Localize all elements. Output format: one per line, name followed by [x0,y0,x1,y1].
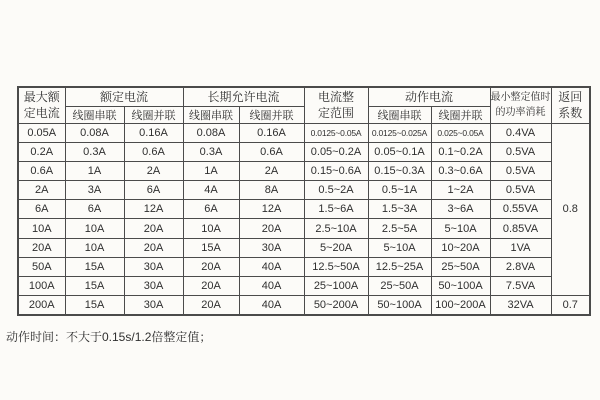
header-coil-series: 线圈串联 [65,106,124,123]
table-cell: 1.5~3A [368,200,431,219]
table-row [18,161,590,180]
table-cell: 0.15~0.3A [368,161,431,180]
header-coil-series: 线圈串联 [368,106,431,123]
table-cell: 50~100A [368,296,431,315]
table-cell: 0.3A [65,142,124,161]
table-cell: 2A [18,181,65,200]
spec-table [17,86,591,316]
table-cell: 25~50A [431,257,490,276]
table-cell: 15A [65,296,124,315]
header-row-groups [18,87,590,106]
table-cell: 25~50A [368,277,431,296]
table-cell: 0.16A [239,123,304,142]
table-cell: 10A [183,219,239,238]
table-cell: 1A [65,161,124,180]
table-cell: 0.2A [18,142,65,161]
table-cell: 12A [239,200,304,219]
table-cell: 0.5VA [490,142,551,161]
header-min-power-consumption: 最小整定值时 的功率消耗 [490,87,551,123]
header-setting-range: 电流整 定范围 [304,87,368,123]
table-cell: 0.6A [124,142,183,161]
header-rated-current: 额定电流 [65,87,183,106]
table-row [18,200,590,219]
table-cell: 7.5VA [490,277,551,296]
header-coil-series: 线圈串联 [183,106,239,123]
table-cell: 0.15~0.6A [304,161,368,180]
table-cell: 32VA [490,296,551,315]
table-cell: 0.05A [18,123,65,142]
table-cell: 2.5~5A [368,219,431,238]
table-cell: 12.5~50A [304,257,368,276]
table-cell: 8A [239,181,304,200]
table-cell: 30A [124,257,183,276]
cell-return-coefficient-upper: 0.8 [551,123,590,296]
table-row [18,238,590,257]
table-cell: 15A [183,238,239,257]
table-cell: 20A [239,219,304,238]
table-cell: 1.5~6A [304,200,368,219]
table-cell: 2.8VA [490,257,551,276]
table-cell: 20A [124,219,183,238]
table-row [18,277,590,296]
table-cell: 100~200A [431,296,490,315]
table-row [18,296,590,315]
table-cell: 3A [65,181,124,200]
table-cell: 0.05~0.2A [304,142,368,161]
table-cell: 0.55VA [490,200,551,219]
table-cell: 100A [18,277,65,296]
header-return-coefficient: 返回 系数 [551,87,590,123]
table-cell: 0.5~1A [368,181,431,200]
table-cell: 2.5~10A [304,219,368,238]
table-cell: 0.08A [183,123,239,142]
table-cell: 4A [183,181,239,200]
table-cell: 0.5~2A [304,181,368,200]
table-cell: 10A [18,219,65,238]
table-cell: 15A [65,277,124,296]
table-cell: 12.5~25A [368,257,431,276]
table-cell: 20A [124,238,183,257]
header-longterm-current: 长期允许电流 [183,87,304,106]
table-cell: 6A [183,200,239,219]
header-coil-parallel: 线圈并联 [431,106,490,123]
table-cell: 200A [18,296,65,315]
header-operating-current: 动作电流 [368,87,490,106]
table-row [18,123,590,142]
table-cell: 10~20A [431,238,490,257]
table-cell: 2A [124,161,183,180]
table-cell: 0.16A [124,123,183,142]
table-cell: 5~20A [304,238,368,257]
table-cell: 0.5VA [490,181,551,200]
table-cell: 20A [18,238,65,257]
table-cell: 6A [65,200,124,219]
note-operating-time: 动作时间：不大于0.15s/1.2倍整定值； [6,330,212,344]
table-cell: 0.0125~0.025A [368,123,431,142]
table-cell: 0.3~0.6A [431,161,490,180]
table-cell: 0.5VA [490,161,551,180]
table-row [18,142,590,161]
table-cell: 20A [183,277,239,296]
table-cell: 3~6A [431,200,490,219]
table-cell: 10A [65,219,124,238]
table-cell: 0.05~0.1A [368,142,431,161]
table-cell: 40A [239,257,304,276]
table-cell: 20A [183,296,239,315]
table-cell: 0.6A [18,161,65,180]
table-cell: 6A [18,200,65,219]
table-cell: 0.0125~0.05A [304,123,368,142]
header-coil-parallel: 线圈并联 [124,106,183,123]
table-cell: 0.025~0.05A [431,123,490,142]
table-cell: 25~100A [304,277,368,296]
table-cell: 0.08A [65,123,124,142]
table-cell: 50A [18,257,65,276]
header-coil-parallel: 线圈并联 [239,106,304,123]
table-cell: 30A [239,238,304,257]
table-row [18,181,590,200]
table-cell: 5~10A [431,219,490,238]
table-cell: 50~200A [304,296,368,315]
table-cell: 40A [239,296,304,315]
table-cell: 5~10A [368,238,431,257]
table-cell: 30A [124,277,183,296]
header-max-rated-current: 最大额 定电流 [18,87,65,123]
table-cell: 0.3A [183,142,239,161]
table-cell: 15A [65,257,124,276]
table-row [18,257,590,276]
table-cell: 0.4VA [490,123,551,142]
table-cell: 30A [124,296,183,315]
table-cell: 1A [183,161,239,180]
table-cell: 1VA [490,238,551,257]
table-cell: 12A [124,200,183,219]
table-cell: 2A [239,161,304,180]
table-cell: 0.1~0.2A [431,142,490,161]
table-row [18,219,590,238]
cell-return-coefficient-last: 0.7 [551,296,590,315]
table-cell: 40A [239,277,304,296]
table-cell: 0.6A [239,142,304,161]
table-cell: 1~2A [431,181,490,200]
table-cell: 0.85VA [490,219,551,238]
table-cell: 50~100A [431,277,490,296]
table-cell: 20A [183,257,239,276]
table-cell: 10A [65,238,124,257]
table-cell: 6A [124,181,183,200]
